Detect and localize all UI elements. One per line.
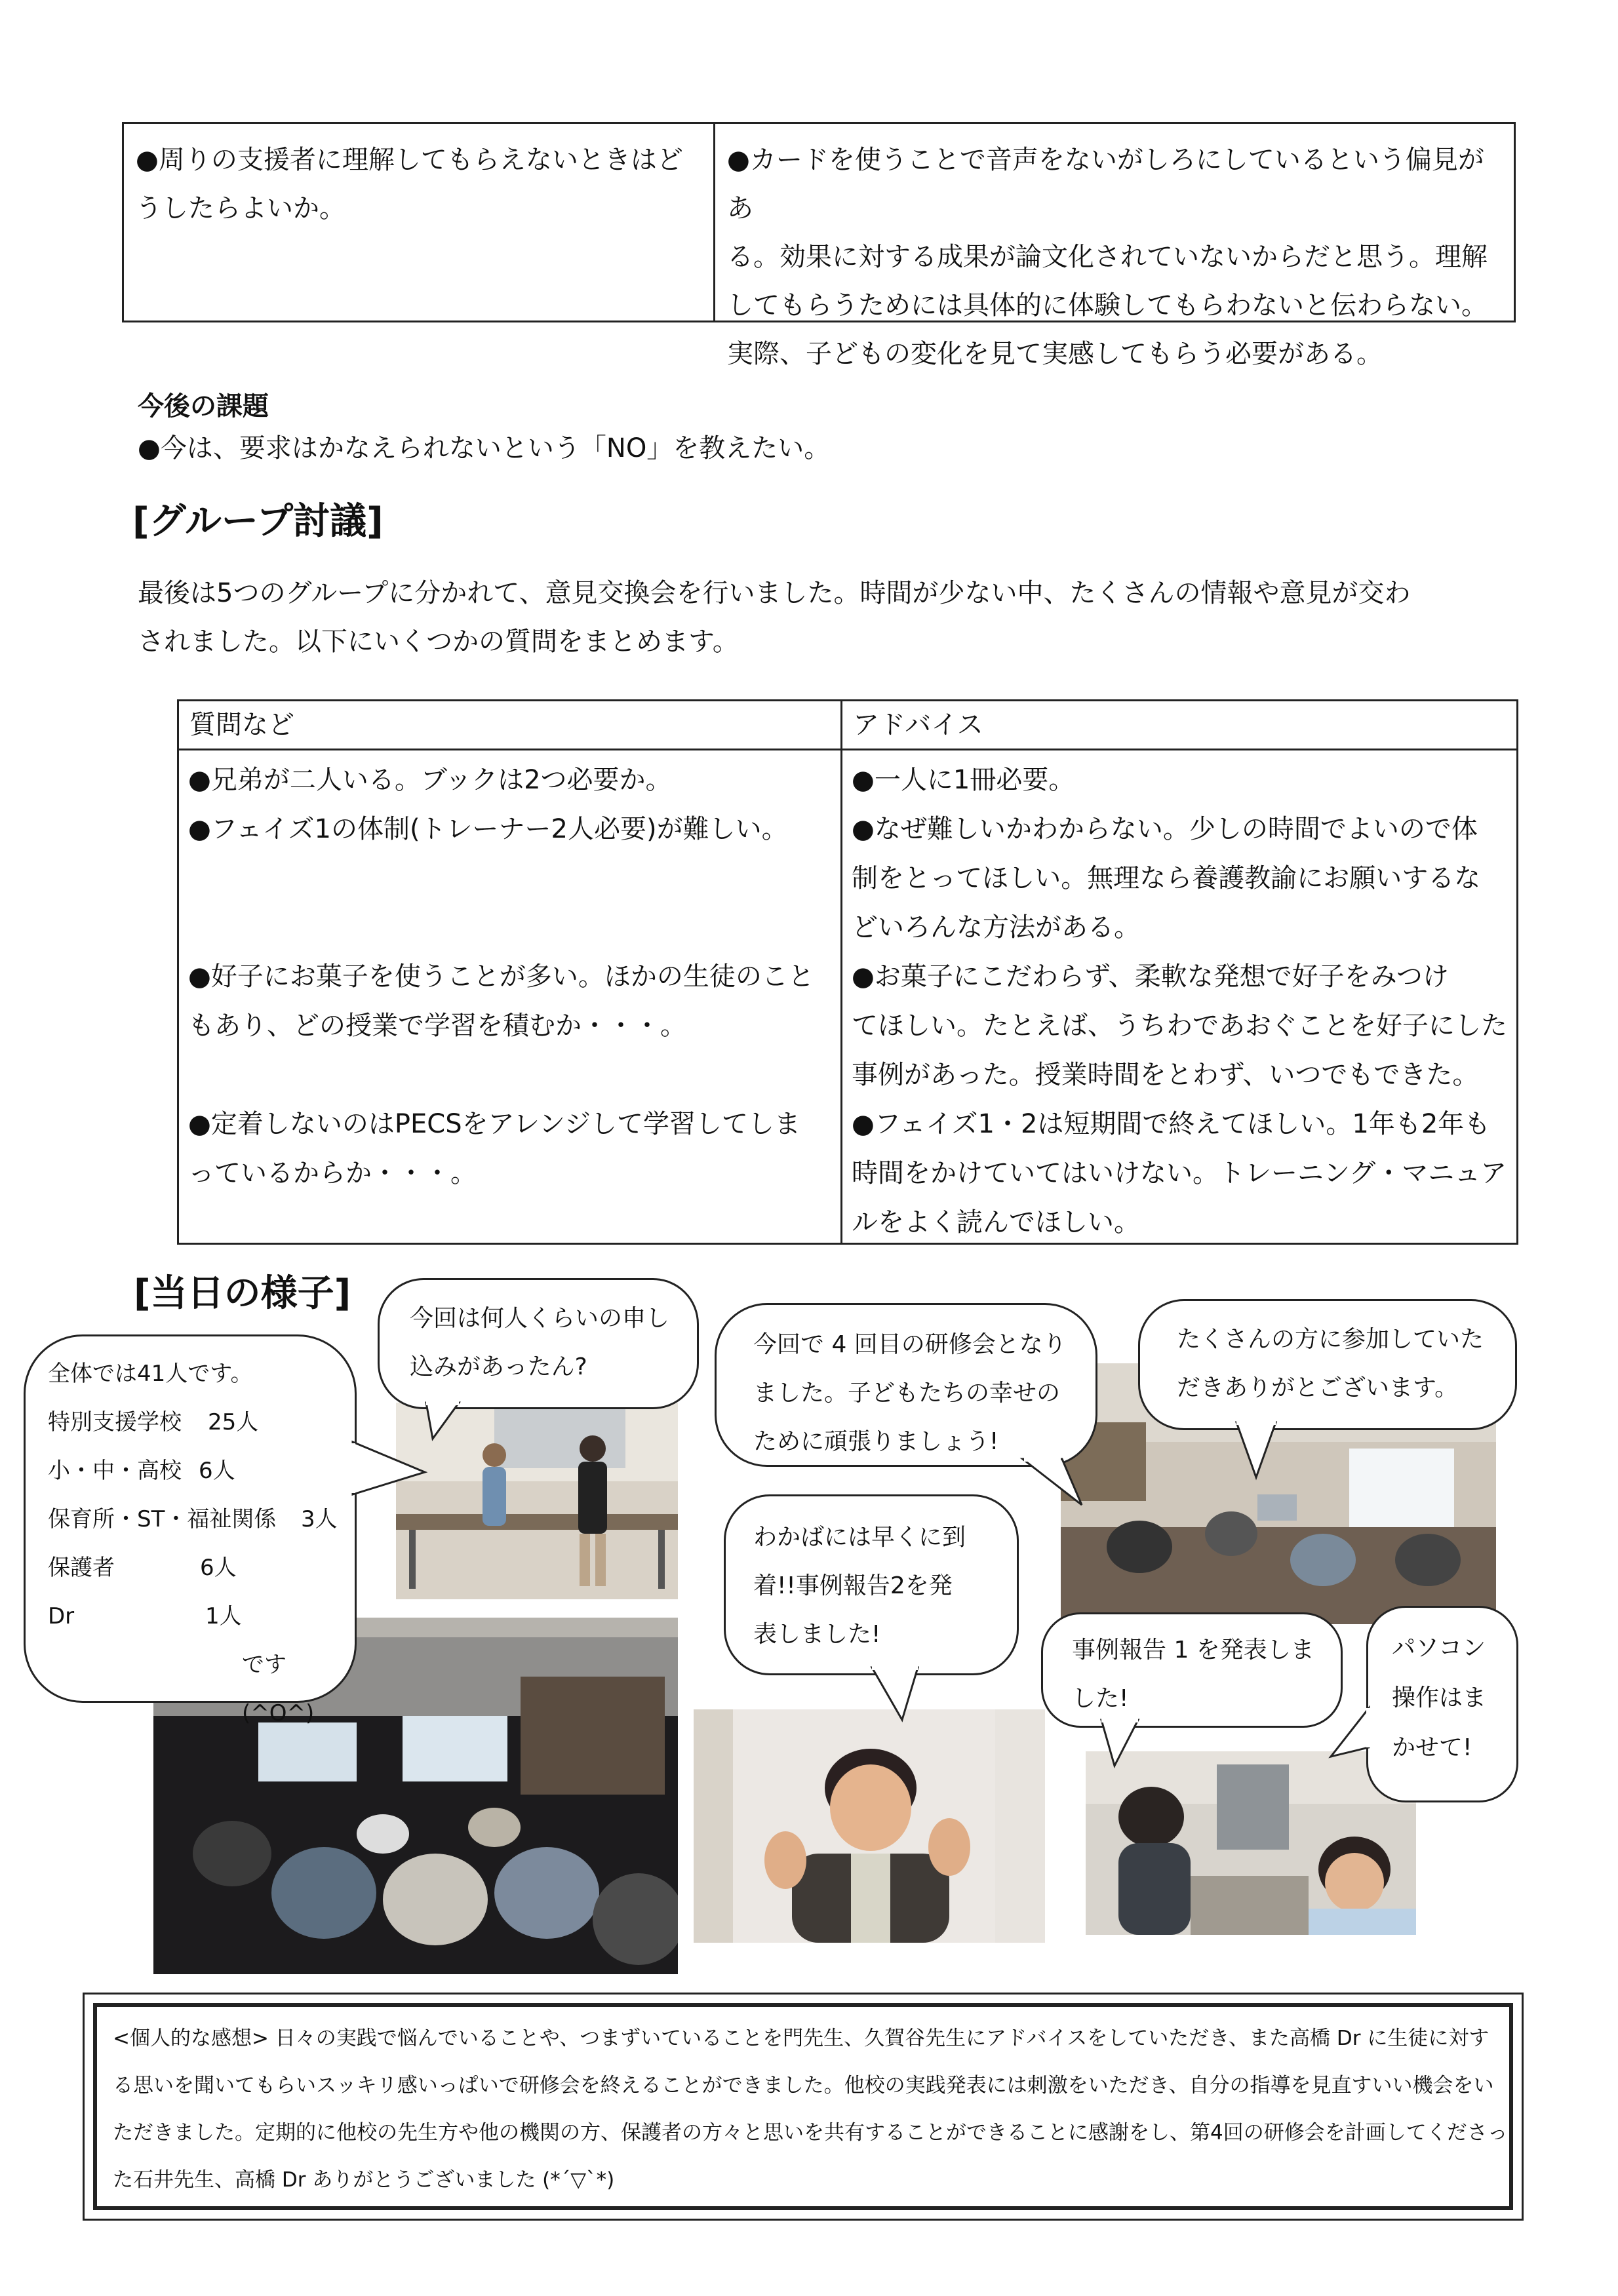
bubble-tail — [1233, 1422, 1285, 1481]
advice-line: どいろんな方法がある。 — [852, 912, 1140, 943]
answer-line: 実際、子どもの変化を見て実感してもらう必要がある。 — [727, 339, 1383, 369]
bubble-line: だきありがとございます。 — [1177, 1374, 1459, 1401]
question-line: もあり、どの授業で学習を積むか・・・。 — [188, 1011, 686, 1041]
question-line: ●兄弟が二人いる。ブックは2つ必要か。 — [188, 765, 672, 795]
bubble-tail — [1023, 1459, 1088, 1511]
bubble-thanks — [1138, 1299, 1517, 1430]
advice-line: ●お菓子にこだわらず、柔軟な発想で好子をみつけ — [852, 962, 1449, 992]
advice-line: 制をとってほしい。無理なら養護教諭にお願いするな — [852, 863, 1481, 893]
group-table — [177, 699, 1518, 1245]
group-table-body — [179, 750, 1516, 1245]
bubble-fourth-seminar — [715, 1303, 1097, 1467]
count-row: 保育所・ST・福祉関係 3人 — [48, 1506, 338, 1532]
group-paragraph-line: 最後は5つのグループに分かれて、意見交換会を行いました。時間が少ない中、たくさんの情報や意見が交わ — [138, 578, 1411, 608]
bubble-line: 操作はま — [1392, 1684, 1487, 1711]
answer-line: ●カードを使うことで音声をないがしろにしているという偏見があ — [727, 145, 1484, 224]
bubble-pc — [1366, 1606, 1518, 1802]
advice-line: ●一人に1冊必要。 — [852, 765, 1075, 795]
bubble-line: ために頑張りましょう! — [753, 1428, 999, 1455]
bubble-wakaba — [724, 1494, 1019, 1675]
answer-line: してもらうためには具体的に体験してもらわないと伝わらない。 — [727, 290, 1488, 321]
count-row: Dr 1人 — [48, 1603, 242, 1629]
bubble-report-1 — [1041, 1612, 1343, 1728]
advice-line: てほしい。たとえば、うちわであおぐことを好子にした — [852, 1011, 1507, 1041]
answer-line: る。効果に対する成果が論文化されていないからだと思う。理解 — [727, 242, 1488, 272]
bubble-tail — [1099, 1720, 1151, 1772]
advice-line: ルをよく読んでほしい。 — [852, 1207, 1140, 1237]
bubble-line: わかばには早くに到 — [753, 1524, 966, 1551]
bubble-tail — [353, 1435, 431, 1501]
bubble-tail — [1331, 1704, 1377, 1763]
day-heading: [当日の様子] — [134, 1272, 351, 1315]
impression-box — [93, 2003, 1513, 2210]
bubble-question — [378, 1278, 699, 1409]
group-paragraph — [138, 569, 1528, 666]
impression-line: た石井先生、高橋 Dr ありがとうございました (*´▽`*) — [113, 2168, 615, 2192]
bubble-line: 今回で 4 回目の研修会となり — [753, 1331, 1067, 1358]
qa-table-top — [122, 122, 1516, 369]
question-cell: ●周りの支援者に理解してもらえないときはどうしたらよいか。 — [124, 124, 715, 321]
bubble-line: ました。子どもたちの幸せの — [753, 1380, 1061, 1407]
group-paragraph-line: されました。以下にいくつかの質問をまとめます。 — [138, 627, 739, 657]
bubble-line: 今回は何人くらいの申し — [410, 1305, 670, 1332]
advice-line: 事例があった。授業時間をとわず、いつでもできた。 — [852, 1060, 1479, 1090]
advice-line: ●なぜ難しいかわからない。少しの時間でよいので体 — [852, 814, 1478, 844]
group-heading: [グループ討議] — [132, 500, 384, 543]
count-end: です(^O^) — [242, 1652, 315, 1726]
bubble-tail — [865, 1667, 931, 1726]
impression-line: ただきました。定期的に他校の先生方や他の機関の方、保護者の方々と思いを共有することができることに感謝をし、第4回の研修会を計画してくださっ — [113, 2121, 1508, 2145]
bubble-line: 表しました! — [753, 1621, 881, 1648]
bubble-line: した! — [1072, 1685, 1129, 1712]
impression-line: <個人的な感想> 日々の実践で悩んでいることや、つまずいていることを門先生、久賀谷先生にアドバイスをしていただき、また高橋 Dr に生徒に対す — [113, 2027, 1490, 2050]
bubble-attendee-count — [24, 1334, 357, 1726]
future-text: ●今は、要求はかなえられないという「NO」を教えたい。 — [138, 433, 831, 463]
header-advice: アドバイス — [853, 710, 983, 740]
bubble-line: 込みがあったん? — [410, 1353, 587, 1380]
advice-column — [842, 750, 1516, 1245]
photo-thumbs-up — [694, 1709, 1045, 1943]
header-questions: 質問など — [179, 701, 842, 749]
question-line: ●好子にお菓子を使うことが多い。ほかの生徒のこと — [188, 962, 814, 992]
advice-line: ●フェイズ1・2は短期間で終えてほしい。1年も2年も — [852, 1109, 1491, 1139]
count-row: 小・中・高校 6人 — [48, 1458, 235, 1484]
answer-cell — [715, 124, 1514, 369]
group-table-header — [179, 701, 1516, 750]
advice-line: 時間をかけていてはいけない。トレーニング・マニュア — [852, 1158, 1507, 1188]
bubble-line: かせて! — [1392, 1734, 1472, 1761]
count-row: 保護者 6人 — [48, 1555, 237, 1581]
count-row: 特別支援学校 25人 — [48, 1409, 259, 1435]
bubble-line: パソコン — [1392, 1635, 1486, 1662]
impression-line: る思いを聞いてもらいスッキリ感いっぱいで研修会を終えることができました。他校の実践発表には刺激をいただき、自分の指導を見直すいい機会をい — [113, 2074, 1494, 2097]
questions-column — [179, 750, 842, 1245]
photo-pc-operators — [1086, 1751, 1416, 1935]
question-line: ●フェイズ1の体制(トレーナー2人必要)が難しい。 — [188, 814, 788, 844]
bubble-line: たくさんの方に参加していた — [1177, 1326, 1484, 1353]
future-heading: 今後の課題 — [138, 391, 269, 421]
question-line: っているからか・・・。 — [188, 1158, 477, 1188]
bubble-line: 着!!事例報告2を発 — [753, 1572, 953, 1599]
count-total: 全体では41人です。 — [48, 1361, 253, 1387]
question-line: ●定着しないのはPECSをアレンジして学習してしま — [188, 1109, 801, 1139]
bubble-line: 事例報告 1 を発表しま — [1072, 1637, 1314, 1664]
